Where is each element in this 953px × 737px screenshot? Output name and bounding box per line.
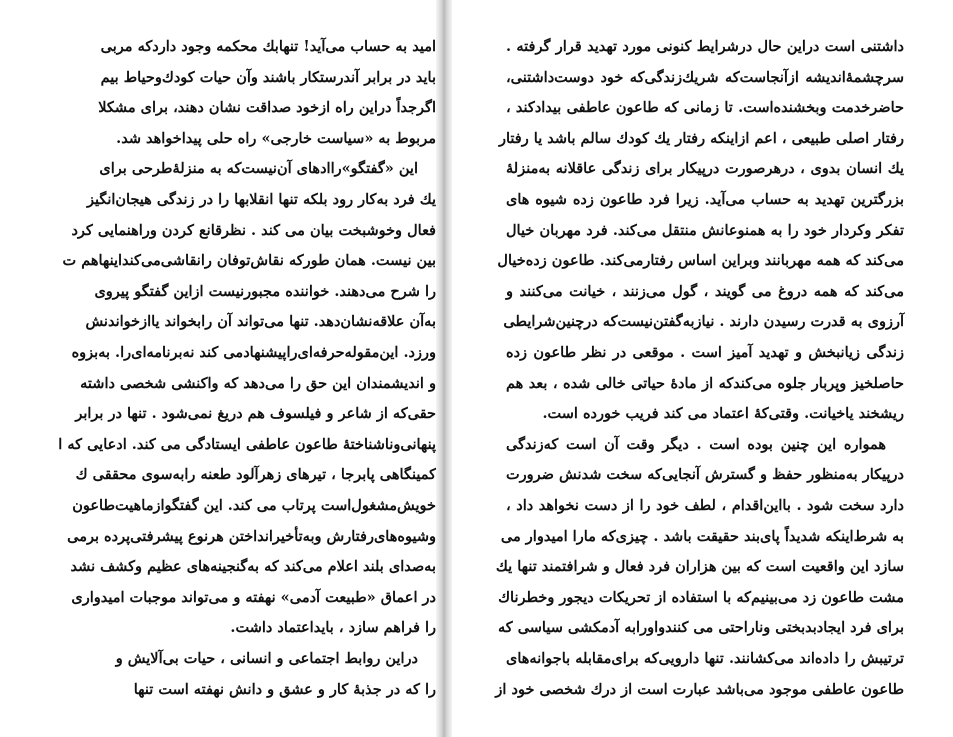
text-line: به شرط‌اینكه شدیداً پای‌بند حقیقت باشد . چیزی‌كه مارا امیدوار می‌ [500, 527, 904, 545]
left-page [0, 0, 436, 737]
text-line: بین نیست. همان طوركه نقاش‌توفان رانقاشی‌می‌كنداینهاهم ت [62, 252, 436, 270]
right-page [452, 0, 953, 737]
text-line: بزرگترین تهدید به حساب می‌آید. زیرا فرد طاعون زده شیوه های [506, 191, 904, 208]
text-line: حاصلخیز وپربار جلوه می‌كندكه از مادۀ حیاتی خالی شده ، بعد هم [506, 374, 904, 392]
text-line: حاضرخدمت وبخشنده‌است. تا زمانی كه طاعون عاطفی بیدادكند ، [506, 99, 904, 117]
text-line: پنهانی‌وناشناختۀ طاعون عاطفی ایستادگی می كند. ادعایی كه ا [58, 435, 436, 453]
text-line: به‌آن علاقه‌نشان‌دهد. تنها می‌تواند آن رابخواند یاازخواندنش [85, 313, 436, 331]
text-line: رفتار اصلی طبیعی ، اعم ازاینكه رفتار یك كودك سالم باشد یا رفتار [499, 129, 904, 147]
text-line: ترتیبش را داده‌اند می‌كشانند. تنها دارویی‌كه برای‌مقابله باجوانه‌های [506, 650, 904, 667]
text-line: وشیوه‌های‌رفتارش وبه‌تأخیرانداختن هرنوع پیشرفتی‌پرده برمی [67, 527, 436, 545]
text-line: زندگی زیانبخش و تهدید آمیز است . موقعی در نظر طاعون زده [506, 344, 904, 361]
text-line: به‌صدای بلند اعلام می‌كند كه به‌گنجینه‌های عظیم وكشف نشد [70, 558, 436, 576]
text-line: و اندیشمندان این حق را می‌دهد كه واكنشی شخصی داشته [80, 374, 436, 392]
text-line: تفكر وكردار خود را به همنوعانش منتقل می‌كند. فرد مهربان خیال [506, 221, 904, 239]
text-line: باید در برابر آندرستكار باشند وآن حیات كودك‌وحیاط بیم [100, 68, 436, 86]
text-line: همواره این چنین بوده است . دیگر وقت آن است كه‌زندگی [506, 435, 886, 453]
text-line: اگرجداً دراین راه ازخود صداقت نشان دهند، برای مشكلا [98, 99, 436, 117]
text-line: را كه در جذبۀ كار و عشق و دانش نهفته است تنها [133, 680, 436, 698]
text-line: خویش‌مشغول‌است پرتاب می كند. این گفتگوازماهیت‌طاعون [72, 497, 436, 514]
text-line: حقی‌كه از شاعر و فیلسوف هم دریغ نمی‌شود . تنها در برابر [75, 405, 436, 423]
text-line: یك فرد به‌كار رود بلكه تنها انقلابها را در زندگی هیجان‌انگیز [86, 191, 436, 208]
text-line: دارد سخت شود . بااین‌اقدام ، لطف خود را از دست نخواهد داد ، [506, 497, 904, 514]
text-line: برای فرد ایجادبدبختی وناراحتی می كنندواورابه آدمكشی سیاسی كه [497, 619, 904, 637]
text-line: فعال وخوشبخت بیان می كند . نظرقانع كردن وراهنمایی كرد [71, 221, 436, 239]
text-line: دراین روابط اجتماعی و انسانی ، حیات بی‌آلایش و [115, 650, 418, 667]
text-line: سرچشمۀاندیشه ازآنجاست‌كه شریك‌زندگی‌كه خود دوست‌داشتنی، [506, 68, 904, 86]
text-line: داشتنی است دراین حال درشرایط كنونی مورد تهدید قرار گرفته . [506, 38, 904, 55]
text-line: مربوط به «سیاست خارجی» راه حلی پیداخواهد شد. [116, 129, 436, 147]
text-line: ورزد. این‌مقوله‌حرفه‌ای‌راپیشنهادمی كند نه‌برنامه‌ای‌را. به‌بزوه [71, 344, 436, 361]
text-line: مشت طاعون زد می‌بینیم‌كه با استفاده از تحریكات دیجور وخطرناك [498, 588, 904, 606]
text-line: سازد این واقعیت است كه بین هزاران فرد فعال و شرافتمند تنها یك [495, 558, 904, 576]
text-line: می‌كند كه همه دروغ می گویند ، گول می‌زنند ، خیانت می‌كنند و [506, 282, 904, 300]
text-line: این «گفتگو»رااد‌های آن‌نیست‌كه به منزلۀطرحی برای [99, 160, 418, 178]
text-line: امید به حساب می‌آید! تنهابك محكمه وجود داردكه مربی [100, 38, 436, 55]
book-gutter [436, 0, 452, 737]
text-line: یك انسان بدوی ، درهرصورت درپیكار برای زندگی عاقلانه به‌منزلۀ [506, 160, 904, 178]
text-line: را شرح می‌دهند. خواننده مجبورنیست ازاین گفتگو پیروی [94, 282, 436, 300]
text-line: آرزوی به قدرت رسیدن دارند . نیازبه‌گفتن‌نیست‌كه درچنین‌شرایطی [503, 313, 904, 331]
text-line: در اعماق «طبیعت آدمی» نهفته و می‌تواند موجبات امیدواری [71, 588, 436, 606]
text-line: ریشخند یاخیانت. وقتی‌كۀ اعتماد می كند فریب خورده است. [542, 405, 904, 423]
text-line: طاعون عاطفی موجود می‌باشد عبارت است از درك شخصی خود از [495, 680, 904, 698]
text-line: را فراهم سازد ، بایداعتماد داشت. [230, 619, 436, 637]
text-line: كمینگاهی پابرجا ، تیرهای زهرآلود طعنه رابه‌سوی محققی ك [75, 466, 436, 484]
text-line: می‌كند كه همه مهربانند وبراین اساس رفتارمی‌كند. طاعون زده‌خیال [497, 252, 904, 270]
text-line: درپیكار به‌منظور حفظ و گسترش آنجایی‌كه سخت شدنش ضرورت [506, 466, 904, 484]
